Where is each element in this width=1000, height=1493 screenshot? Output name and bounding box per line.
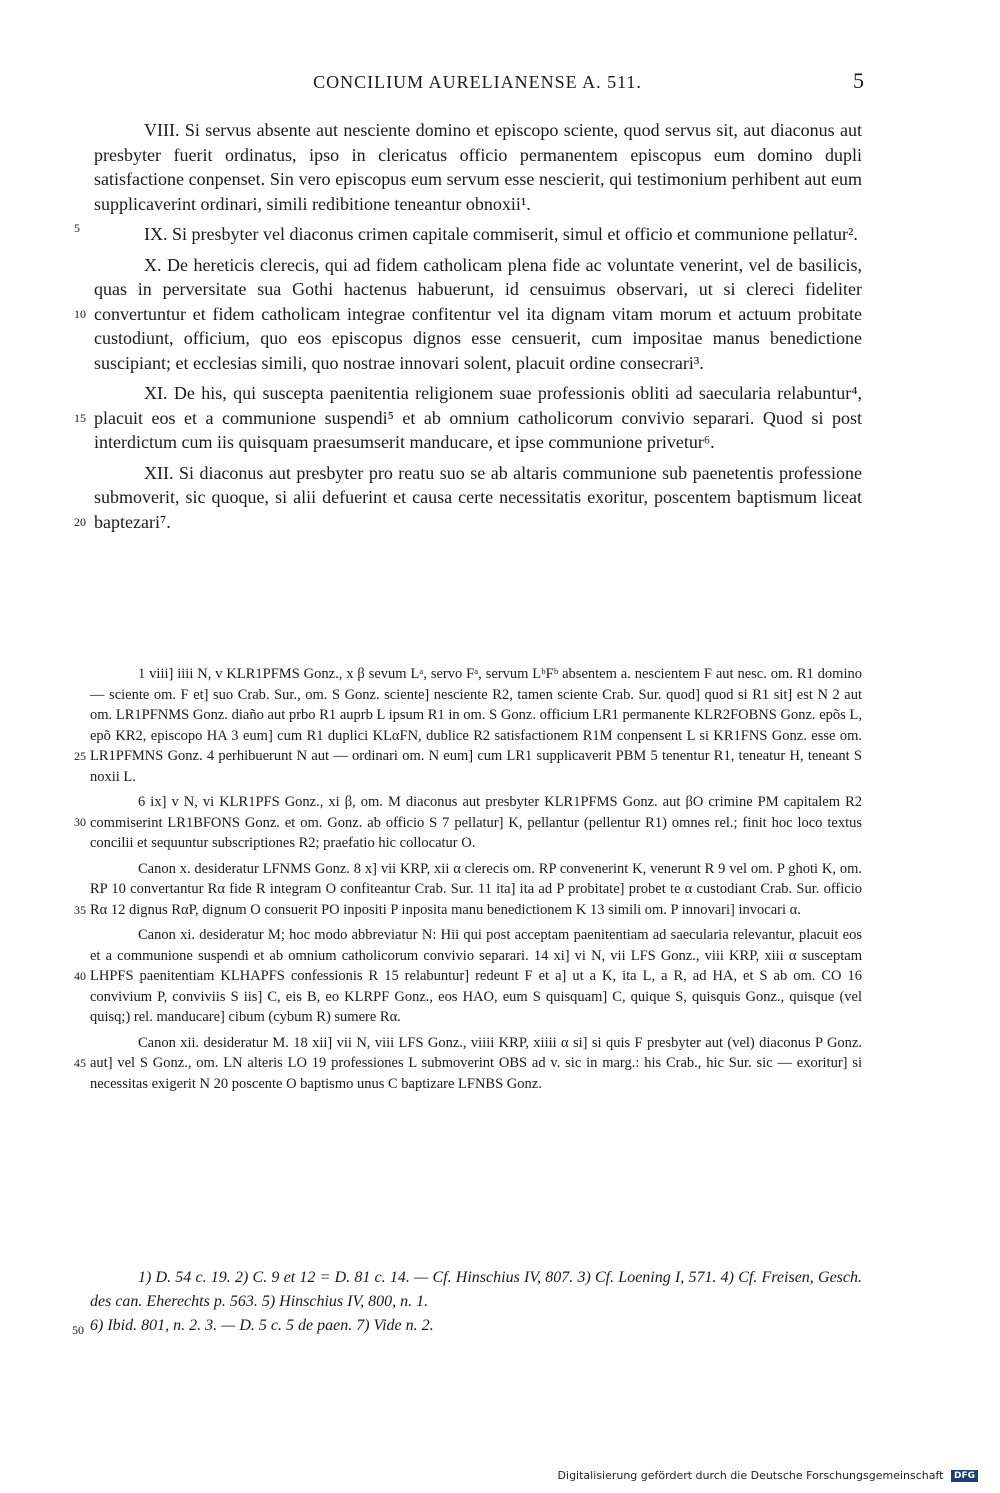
footnotes — [72, 1266, 862, 1338]
line-number: 20 — [74, 514, 86, 529]
line-number: 15 — [74, 411, 86, 425]
line-number: 40 — [74, 969, 86, 983]
footnote-line — [90, 1266, 862, 1314]
line-number: 50 — [72, 1323, 84, 1337]
apparatus-entry — [74, 1033, 862, 1095]
dfg-logo-icon: DFG — [951, 1470, 978, 1482]
apparatus-entry-text: Canon xi. desideratur M; hoc modo abbreviatur N: Hii qui post acceptam paenitentiam ad saecularia relevantur, placuit eos et a communione suspendi et ab omnium catholicorum convivio separari. 14 xi] vi N, vii LFS Gonz., viii KRP, xiii α susceptam LHPFS paenitentiam KLHAPFS confessionis R 15 relabuntur] redeunt F et a] ut a K, ita L, a R, ad HA, et S ab om. CO 16 convivium P, conviviis S iis] C, eis B, eo KLRPF Gonz., eos HAO, eum S quisquam] C, quique S, quisquis Gonz., quisque (vel quisq;) rel. manducare] cibum (cybum R) sumere Rα. — [90, 927, 862, 1025]
page-number: 5 — [853, 68, 864, 93]
main-text — [74, 118, 862, 540]
apparatus-entry — [74, 792, 862, 854]
canon-xi — [74, 381, 862, 455]
footnote-line — [72, 1314, 862, 1338]
apparatus-entry — [74, 664, 862, 787]
footnote-text: 6) Ibid. 801, n. 2. 3. — D. 5 c. 5 de paen. 7) Vide n. 2. — [90, 1317, 434, 1334]
apparatus-entry-text: 1 viii] iiii N, v KLR1PFMS Gonz., x β sevum Lᵃ, servo Fᵃ, servum LᵇFᵇ absentem a. nescientem F aut nesc. om. R1 domino — sciente om. F et] suo Crab. Sur., om. S Gonz. sciente] nesciente R2, tamen sciente Crab. Sur. quod] quod si R1 sit] est N 2 aut om. LR1PFNMS Gonz. diaño aut prbo R1 auprb L ipsum R1 in om. S Gonz. officium LR1 permanente KLR2FOBNS Gonz. epõs L, epõ KR2, episcopo HA 3 eum] cum R1 duplici KLαFN, dublice R2 satisfactionem R1M conpensent L si KR1FNS Gonz. esse om. LR1PFMNS Gonz. 4 perhibuerunt N aut — ordinari om. N eum] cum LR1 supplicaverit PBM 5 tenentur R1, teneatur H, teneant S noxii L. — [90, 666, 862, 785]
line-number: 30 — [74, 815, 86, 829]
canon-ix-text: IX. Si presbyter vel diaconus crimen capitale commiserit, simul et officio et communione pellatur². — [144, 224, 858, 244]
canon-x-text: X. De hereticis clerecis, qui ad fidem catholicam plena fide ac voluntate venerint, vel de basilicis, quas in perversitate sua Gothi hactenus habuerunt, id censuimus observari, ut si clereci fideliter convertuntur et fidem catholicam integrae confitentur vel ita dignam vitam morum et actuum probitate custodiunt, officium, quo eos episcopus dignos esse censuerit, cum impositae manus benedictione suscipiant; et ecclesias simili, quo nostrae innovari solent, placuit ordine consecrari³. — [94, 254, 862, 373]
apparatus-entry-text: Canon xii. desideratur M. 18 xii] vii N, viii LFS Gonz., viiii KRP, xiiii α si] si quis F presbyter aut (vel) diaconus P Gonz. aut] vel S Gonz., om. LN alteris LO 19 professiones L submoverint OBS ad v. sic in marg.: his Crab., hic Sur. sic — exoritur] si necessitas exigerit N 20 poscente O baptismo unus C baptizare LFNBS Gonz. — [90, 1034, 862, 1092]
apparatus-entry-text: Canon x. desideratur LFNMS Gonz. 8 x] vii KRP, xii α clerecis om. RP convenerint K, venerunt R 9 vel om. P ghoti K, om. RP 10 convertantur Rα fide R integram O confiteantur Crab. Sur. 11 ita] ita ad P probitate] probet te α custodiant Crab. Sur. officio Rα 12 dignus RαP, dignum O consuerit PO inpositi P inposita manu benedictionem K 13 simili om. P innovari] invocari α. — [90, 860, 862, 918]
line-number: 35 — [74, 902, 86, 917]
canon-xi-text: XI. De his, qui suscepta paenitentia religionem suae professionis obliti ad saecularia relabuntur⁴, placuit eos et a communione suspendi⁵ et ab omnium catholicorum convivio separari. Quod si post interdictum cum iis quisquam praesumserit manducare, et ipse communione privetur⁶. — [94, 383, 862, 452]
credit-text: Digitalisierung gefördert durch die Deutsche Forschungsgemeinschaft — [557, 1469, 944, 1482]
canon-x — [74, 253, 862, 376]
line-number: 25 — [74, 749, 86, 763]
line-number: 10 — [74, 306, 86, 321]
canon-xii-text: XII. Si diaconus aut presbyter pro reatu suo se ab altaris communione sub paenetentis professione submoverit, sic quoque, si alii defuerint et causa certe necessitatis exoritur, poscentem baptismum liceat baptezari⁷. — [94, 462, 862, 532]
running-header: CONCILIUM AURELIANENSE A. 511. — [313, 72, 642, 92]
canon-ix — [94, 222, 862, 247]
line-number: 45 — [74, 1055, 86, 1070]
canon-xii — [74, 461, 862, 535]
critical-apparatus — [74, 664, 862, 1099]
line-number: 5 — [74, 221, 80, 235]
apparatus-entry-text: 6 ix] v N, vi KLR1PFS Gonz., xi β, om. M diaconus aut presbyter KLR1PFMS Gonz. aut βO crimine PM capitalem R2 commiserint LR1BFONS Gonz. et om. Gonz. ab officio S 7 pellatur] K, pellantur (pellentur R1) omnes rel.; finit hoc loco textus concilii et sequuntur subscriptiones R2; praefatio hic collocatur O. — [90, 794, 862, 851]
canon-viii-text: VIII. Si servus absente aut nesciente domino et episcopo sciente, quod servus sit, aut diaconus aut presbyter fuerit ordinatus, ipso in clericatus officio permanentem episcopus eum domino dupli satisfactione conpenset. Sin vero episcopus eum servum esse nescierit, qui testimonium perhibent aut eum supplicaverint ordinari, simili redibitione teneantur obnoxii¹. — [94, 120, 862, 214]
apparatus-entry — [74, 859, 862, 921]
footnote-text: 1) D. 54 c. 19. 2) C. 9 et 12 = D. 81 c. 14. — Cf. Hinschius IV, 807. 3) Cf. Loening I, 571. 4) Cf. Freisen, Gesch. des can. Eherechts p. 563. 5) Hinschius IV, 800, n. 1. — [90, 1269, 862, 1310]
digitization-credit — [558, 1469, 978, 1482]
apparatus-entry — [74, 925, 862, 1028]
